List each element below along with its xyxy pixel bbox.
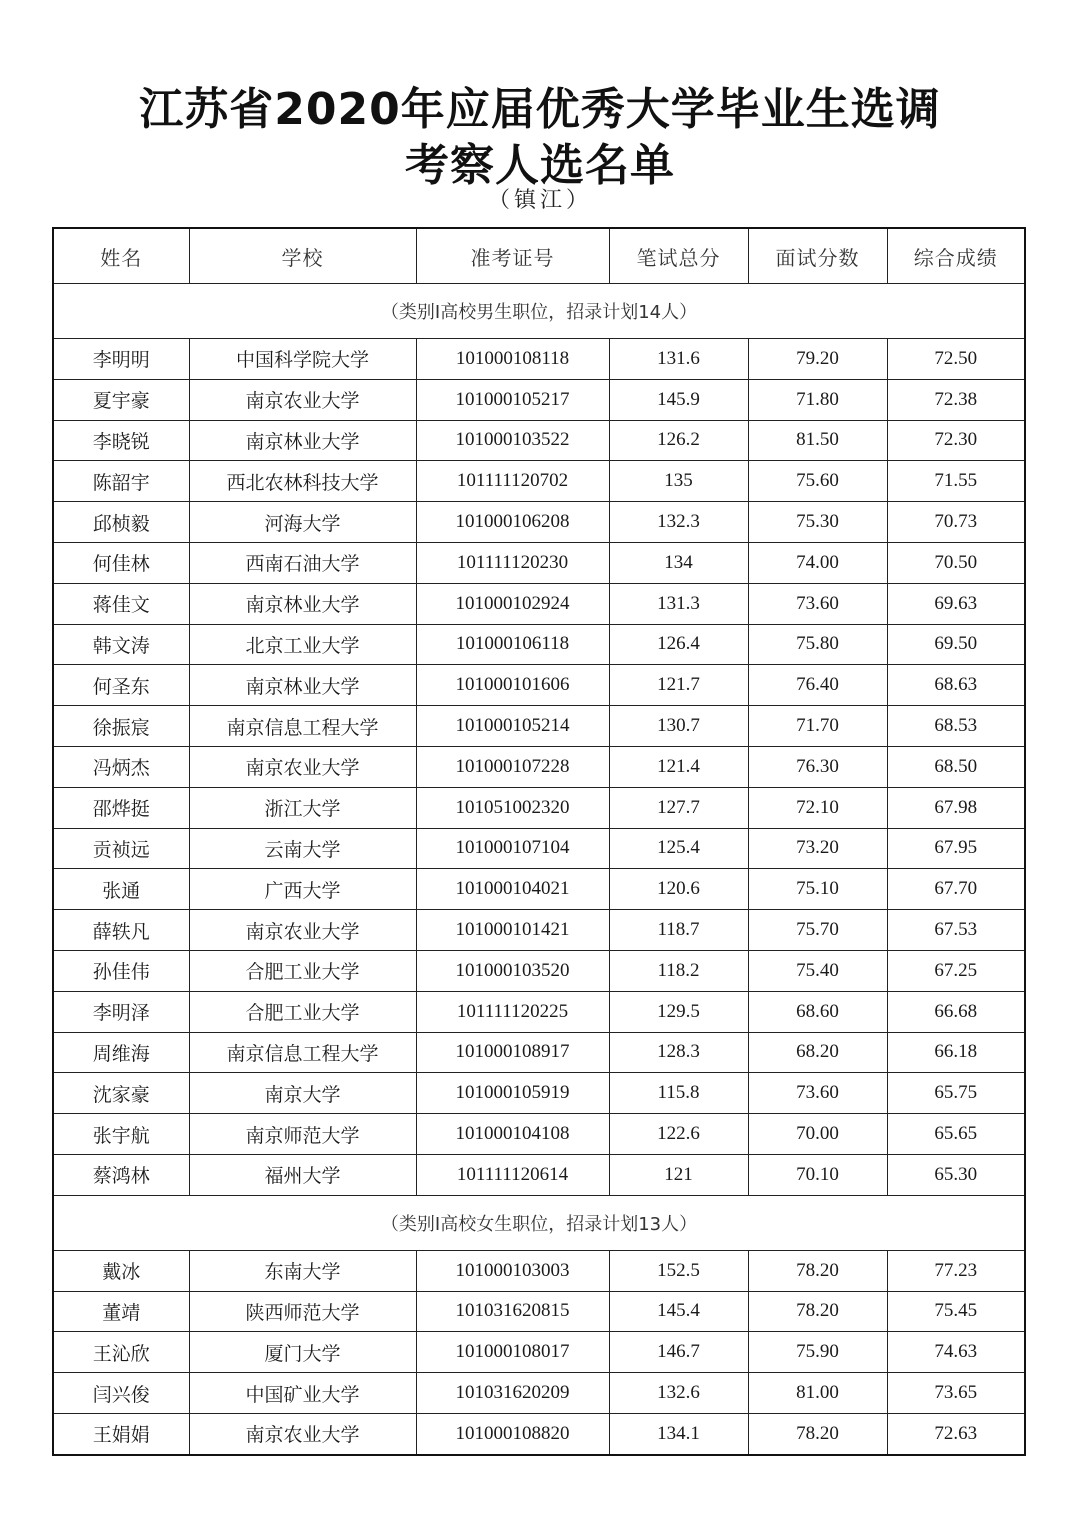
table-row: [53, 461, 1025, 502]
cell-interview-score: 75.10: [748, 869, 887, 910]
cell-name: 蔡鸿林: [53, 1154, 189, 1195]
cell-exam-id: 101000103522: [416, 420, 609, 461]
cell-school: 南京师范大学: [189, 1114, 416, 1155]
cell-exam-id: 101000106208: [416, 502, 609, 543]
header-school: 学校: [189, 228, 416, 284]
cell-name: 闫兴俊: [53, 1373, 189, 1414]
cell-exam-id: 101111120702: [416, 461, 609, 502]
cell-school: 西南石油大学: [189, 542, 416, 583]
cell-written-score: 118.7: [609, 910, 748, 951]
cell-exam-id: 101051002320: [416, 787, 609, 828]
cell-school: 南京农业大学: [189, 379, 416, 420]
cell-written-score: 121.7: [609, 665, 748, 706]
cell-interview-score: 73.60: [748, 1073, 887, 1114]
cell-interview-score: 79.20: [748, 339, 887, 380]
table-row: [53, 746, 1025, 787]
cell-interview-score: 78.20: [748, 1250, 887, 1291]
table-header-row: [53, 228, 1025, 284]
cell-school: 云南大学: [189, 828, 416, 869]
cell-interview-score: 81.00: [748, 1373, 887, 1414]
cell-school: 广西大学: [189, 869, 416, 910]
cell-interview-score: 70.10: [748, 1154, 887, 1195]
category-row: [53, 284, 1025, 339]
cell-school: 浙江大学: [189, 787, 416, 828]
cell-school: 陕西师范大学: [189, 1291, 416, 1332]
table-row: [53, 1032, 1025, 1073]
table-row: [53, 665, 1025, 706]
cell-total-score: 70.50: [887, 542, 1025, 583]
cell-total-score: 72.38: [887, 379, 1025, 420]
cell-total-score: 72.50: [887, 339, 1025, 380]
table-row: [53, 706, 1025, 747]
cell-written-score: 132.6: [609, 1373, 748, 1414]
cell-school: 东南大学: [189, 1250, 416, 1291]
candidate-table: [52, 227, 1026, 1456]
cell-school: 南京农业大学: [189, 910, 416, 951]
cell-total-score: 68.53: [887, 706, 1025, 747]
cell-total-score: 68.63: [887, 665, 1025, 706]
cell-written-score: 122.6: [609, 1114, 748, 1155]
cell-total-score: 67.25: [887, 950, 1025, 991]
cell-exam-id: 101000108017: [416, 1332, 609, 1373]
cell-exam-id: 101000106118: [416, 624, 609, 665]
cell-name: 王娟娟: [53, 1413, 189, 1454]
cell-total-score: 67.98: [887, 787, 1025, 828]
cell-interview-score: 71.70: [748, 706, 887, 747]
table-row: [53, 1073, 1025, 1114]
table-row: [53, 828, 1025, 869]
cell-total-score: 65.65: [887, 1114, 1025, 1155]
cell-total-score: 71.55: [887, 461, 1025, 502]
cell-school: 厦门大学: [189, 1332, 416, 1373]
cell-school: 南京信息工程大学: [189, 1032, 416, 1073]
cell-exam-id: 101000105217: [416, 379, 609, 420]
cell-school: 南京林业大学: [189, 583, 416, 624]
cell-written-score: 120.6: [609, 869, 748, 910]
table-row: [53, 502, 1025, 543]
cell-total-score: 69.50: [887, 624, 1025, 665]
cell-name: 张宇航: [53, 1114, 189, 1155]
cell-written-score: 129.5: [609, 991, 748, 1032]
cell-interview-score: 76.30: [748, 746, 887, 787]
cell-exam-id: 101000103520: [416, 950, 609, 991]
table-row: [53, 910, 1025, 951]
cell-total-score: 67.95: [887, 828, 1025, 869]
cell-name: 李明泽: [53, 991, 189, 1032]
cell-interview-score: 76.40: [748, 665, 887, 706]
cell-interview-score: 70.00: [748, 1114, 887, 1155]
cell-school: 中国科学院大学: [189, 339, 416, 380]
cell-written-score: 131.6: [609, 339, 748, 380]
cell-written-score: 115.8: [609, 1073, 748, 1114]
cell-school: 中国矿业大学: [189, 1373, 416, 1414]
table-row: [53, 787, 1025, 828]
cell-name: 贡祯远: [53, 828, 189, 869]
cell-exam-id: 101111120225: [416, 991, 609, 1032]
cell-total-score: 66.18: [887, 1032, 1025, 1073]
cell-interview-score: 73.60: [748, 583, 887, 624]
table-row: [53, 1373, 1025, 1414]
table-row: [53, 1413, 1025, 1454]
document-title-line1: 江苏省2020年应届优秀大学毕业生选调: [139, 84, 941, 135]
cell-name: 冯炳杰: [53, 746, 189, 787]
cell-interview-score: 75.30: [748, 502, 887, 543]
cell-name: 戴冰: [53, 1250, 189, 1291]
header-exam-id: 准考证号: [416, 228, 609, 284]
cell-exam-id: 101111120230: [416, 542, 609, 583]
cell-interview-score: 68.20: [748, 1032, 887, 1073]
cell-interview-score: 73.20: [748, 828, 887, 869]
cell-total-score: 72.63: [887, 1413, 1025, 1454]
cell-interview-score: 75.60: [748, 461, 887, 502]
cell-total-score: 65.30: [887, 1154, 1025, 1195]
cell-name: 李晓锐: [53, 420, 189, 461]
cell-exam-id: 101111120614: [416, 1154, 609, 1195]
table-row: [53, 420, 1025, 461]
cell-written-score: 130.7: [609, 706, 748, 747]
document-subtitle: （镇江）: [487, 188, 592, 213]
cell-written-score: 121.4: [609, 746, 748, 787]
cell-written-score: 132.3: [609, 502, 748, 543]
cell-school: 南京林业大学: [189, 665, 416, 706]
cell-name: 周维海: [53, 1032, 189, 1073]
cell-exam-id: 101031620815: [416, 1291, 609, 1332]
header-written-score: 笔试总分: [609, 228, 748, 284]
cell-name: 徐振宸: [53, 706, 189, 747]
cell-interview-score: 75.40: [748, 950, 887, 991]
cell-written-score: 126.2: [609, 420, 748, 461]
cell-total-score: 72.30: [887, 420, 1025, 461]
cell-exam-id: 101000105214: [416, 706, 609, 747]
cell-written-score: 125.4: [609, 828, 748, 869]
header-interview-score: 面试分数: [748, 228, 887, 284]
table-row: [53, 1154, 1025, 1195]
cell-written-score: 128.3: [609, 1032, 748, 1073]
cell-written-score: 127.7: [609, 787, 748, 828]
cell-written-score: 152.5: [609, 1250, 748, 1291]
cell-exam-id: 101000108118: [416, 339, 609, 380]
cell-written-score: 145.4: [609, 1291, 748, 1332]
document-title-line2: 考察人选名单: [405, 140, 675, 191]
cell-name: 王沁欣: [53, 1332, 189, 1373]
cell-exam-id: 101000104021: [416, 869, 609, 910]
cell-school: 南京信息工程大学: [189, 706, 416, 747]
cell-name: 孙佳伟: [53, 950, 189, 991]
cell-interview-score: 74.00: [748, 542, 887, 583]
cell-school: 南京农业大学: [189, 746, 416, 787]
cell-total-score: 67.70: [887, 869, 1025, 910]
cell-exam-id: 101000107228: [416, 746, 609, 787]
cell-total-score: 69.63: [887, 583, 1025, 624]
cell-school: 南京大学: [189, 1073, 416, 1114]
table-row: [53, 379, 1025, 420]
table-row: [53, 991, 1025, 1032]
cell-name: 邱桢毅: [53, 502, 189, 543]
cell-school: 南京林业大学: [189, 420, 416, 461]
cell-exam-id: 101000101606: [416, 665, 609, 706]
header-name: 姓名: [53, 228, 189, 284]
cell-interview-score: 78.20: [748, 1413, 887, 1454]
category-label: （类别I高校男生职位，招录计划14人）: [53, 284, 1025, 339]
cell-exam-id: 101000104108: [416, 1114, 609, 1155]
cell-school: 西北农林科技大学: [189, 461, 416, 502]
cell-total-score: 68.50: [887, 746, 1025, 787]
cell-school: 北京工业大学: [189, 624, 416, 665]
cell-written-score: 118.2: [609, 950, 748, 991]
cell-name: 李明明: [53, 339, 189, 380]
cell-name: 蒋佳文: [53, 583, 189, 624]
cell-total-score: 73.65: [887, 1373, 1025, 1414]
table-row: [53, 1332, 1025, 1373]
cell-written-score: 121: [609, 1154, 748, 1195]
cell-school: 南京农业大学: [189, 1413, 416, 1454]
cell-total-score: 77.23: [887, 1250, 1025, 1291]
cell-school: 福州大学: [189, 1154, 416, 1195]
cell-name: 夏宇豪: [53, 379, 189, 420]
cell-written-score: 135: [609, 461, 748, 502]
cell-exam-id: 101000108917: [416, 1032, 609, 1073]
cell-interview-score: 81.50: [748, 420, 887, 461]
table-row: [53, 1114, 1025, 1155]
cell-school: 合肥工业大学: [189, 950, 416, 991]
cell-interview-score: 75.90: [748, 1332, 887, 1373]
cell-written-score: 126.4: [609, 624, 748, 665]
cell-written-score: 146.7: [609, 1332, 748, 1373]
table-row: [53, 1291, 1025, 1332]
cell-written-score: 131.3: [609, 583, 748, 624]
cell-name: 何圣东: [53, 665, 189, 706]
cell-total-score: 74.63: [887, 1332, 1025, 1373]
cell-exam-id: 101000105919: [416, 1073, 609, 1114]
table-row: [53, 950, 1025, 991]
cell-total-score: 70.73: [887, 502, 1025, 543]
cell-exam-id: 101000108820: [416, 1413, 609, 1454]
table-row: [53, 869, 1025, 910]
cell-name: 董靖: [53, 1291, 189, 1332]
table-row: [53, 624, 1025, 665]
cell-interview-score: 78.20: [748, 1291, 887, 1332]
cell-written-score: 134.1: [609, 1413, 748, 1454]
cell-written-score: 134: [609, 542, 748, 583]
table-row: [53, 542, 1025, 583]
category-label: （类别I高校女生职位，招录计划13人）: [53, 1195, 1025, 1250]
table-row: [53, 1250, 1025, 1291]
cell-name: 沈家豪: [53, 1073, 189, 1114]
cell-school: 河海大学: [189, 502, 416, 543]
cell-name: 张通: [53, 869, 189, 910]
table-body: [53, 284, 1025, 1455]
cell-interview-score: 71.80: [748, 379, 887, 420]
header-total-score: 综合成绩: [887, 228, 1025, 284]
cell-written-score: 145.9: [609, 379, 748, 420]
cell-total-score: 67.53: [887, 910, 1025, 951]
cell-interview-score: 75.80: [748, 624, 887, 665]
cell-interview-score: 68.60: [748, 991, 887, 1032]
cell-exam-id: 101000102924: [416, 583, 609, 624]
table-row: [53, 339, 1025, 380]
cell-interview-score: 75.70: [748, 910, 887, 951]
cell-exam-id: 101031620209: [416, 1373, 609, 1414]
cell-name: 何佳林: [53, 542, 189, 583]
cell-total-score: 66.68: [887, 991, 1025, 1032]
cell-interview-score: 72.10: [748, 787, 887, 828]
cell-total-score: 65.75: [887, 1073, 1025, 1114]
cell-exam-id: 101000101421: [416, 910, 609, 951]
category-row: [53, 1195, 1025, 1250]
cell-name: 薛轶凡: [53, 910, 189, 951]
cell-name: 邵烨挺: [53, 787, 189, 828]
cell-exam-id: 101000107104: [416, 828, 609, 869]
table-row: [53, 583, 1025, 624]
cell-total-score: 75.45: [887, 1291, 1025, 1332]
cell-school: 合肥工业大学: [189, 991, 416, 1032]
cell-exam-id: 101000103003: [416, 1250, 609, 1291]
cell-name: 陈韶宇: [53, 461, 189, 502]
cell-name: 韩文涛: [53, 624, 189, 665]
